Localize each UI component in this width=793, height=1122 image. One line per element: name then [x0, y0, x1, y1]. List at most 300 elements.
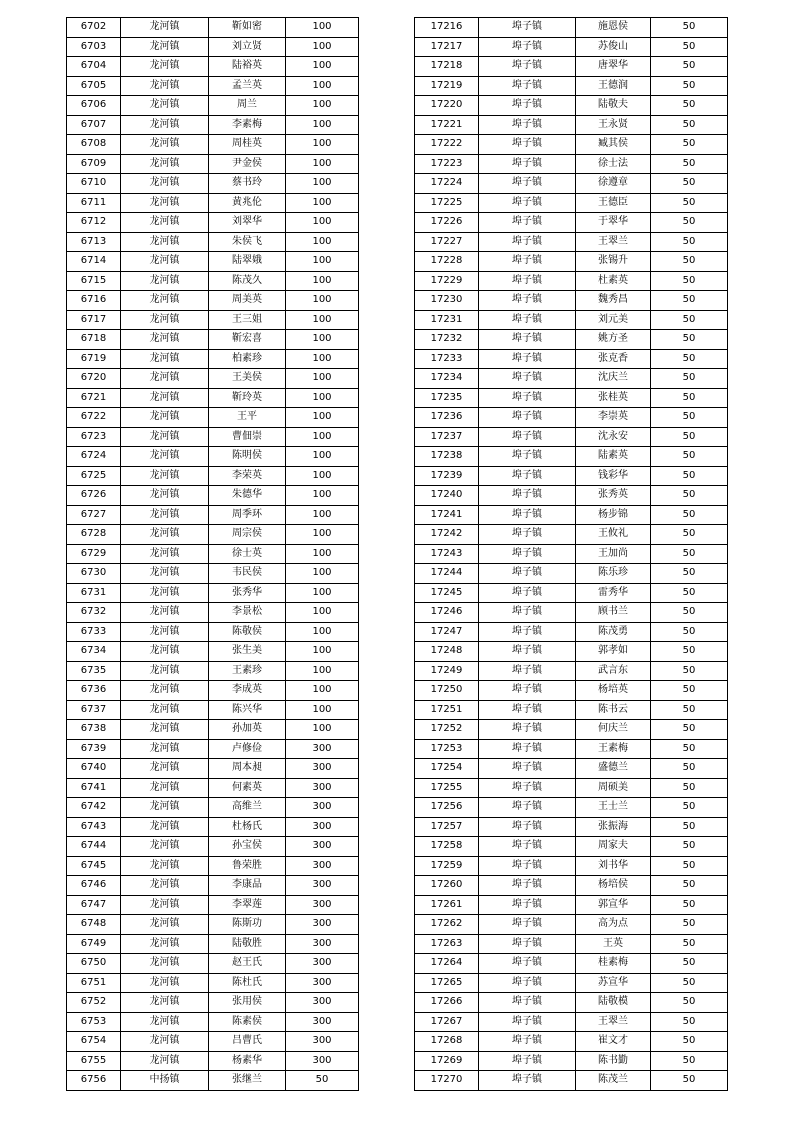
table-row [415, 973, 728, 993]
town-cell: 龙河镇 [121, 739, 209, 759]
person-name-cell: 陈素侯 [209, 1012, 286, 1032]
town-cell: 龙河镇 [121, 252, 209, 272]
person-name-cell: 周家夫 [576, 837, 651, 857]
table-row [67, 37, 359, 57]
amount-cell: 50 [651, 895, 728, 915]
town-cell: 埠子镇 [479, 57, 576, 77]
amount-cell: 50 [651, 213, 728, 233]
row-number-cell: 6729 [67, 544, 121, 564]
amount-cell: 100 [286, 76, 359, 96]
person-name-cell: 何庆兰 [576, 720, 651, 740]
amount-cell: 50 [651, 759, 728, 779]
amount-cell: 50 [651, 369, 728, 389]
table-row [67, 973, 359, 993]
row-number-cell: 17235 [415, 388, 479, 408]
town-cell: 龙河镇 [121, 427, 209, 447]
town-cell: 龙河镇 [121, 96, 209, 116]
amount-cell: 300 [286, 1032, 359, 1052]
row-number-cell: 6709 [67, 154, 121, 174]
row-number-cell: 17220 [415, 96, 479, 116]
row-number-cell: 6713 [67, 232, 121, 252]
amount-cell: 100 [286, 18, 359, 38]
person-name-cell: 张秀英 [576, 486, 651, 506]
table-row [415, 603, 728, 623]
person-name-cell: 陆裕英 [209, 57, 286, 77]
amount-cell: 50 [651, 544, 728, 564]
table-row [415, 37, 728, 57]
table-row [67, 934, 359, 954]
amount-cell: 50 [651, 642, 728, 662]
person-name-cell: 周本昶 [209, 759, 286, 779]
person-name-cell: 王素梅 [576, 739, 651, 759]
row-number-cell: 6742 [67, 798, 121, 818]
table-row [67, 427, 359, 447]
person-name-cell: 盛德兰 [576, 759, 651, 779]
table-row [67, 564, 359, 584]
town-cell: 埠子镇 [479, 934, 576, 954]
row-number-cell: 6748 [67, 915, 121, 935]
left-roster-body [67, 18, 359, 1091]
amount-cell: 50 [651, 837, 728, 857]
row-number-cell: 17258 [415, 837, 479, 857]
table-row [67, 271, 359, 291]
row-number-cell: 17255 [415, 778, 479, 798]
town-cell: 龙河镇 [121, 154, 209, 174]
table-row [415, 154, 728, 174]
table-row [67, 1071, 359, 1091]
person-name-cell: 张振海 [576, 817, 651, 837]
table-row [415, 1051, 728, 1071]
row-number-cell: 17231 [415, 310, 479, 330]
amount-cell: 50 [651, 271, 728, 291]
table-row [67, 661, 359, 681]
person-name-cell: 王美侯 [209, 369, 286, 389]
row-number-cell: 6751 [67, 973, 121, 993]
row-number-cell: 6726 [67, 486, 121, 506]
table-row [67, 193, 359, 213]
amount-cell: 50 [651, 739, 728, 759]
row-number-cell: 6711 [67, 193, 121, 213]
row-number-cell: 6718 [67, 330, 121, 350]
amount-cell: 50 [651, 427, 728, 447]
person-name-cell: 张桂英 [576, 388, 651, 408]
town-cell: 埠子镇 [479, 37, 576, 57]
table-row [67, 232, 359, 252]
table-row [415, 349, 728, 369]
row-number-cell: 17217 [415, 37, 479, 57]
amount-cell: 100 [286, 603, 359, 623]
town-cell: 埠子镇 [479, 486, 576, 506]
amount-cell: 100 [286, 96, 359, 116]
town-cell: 龙河镇 [121, 895, 209, 915]
row-number-cell: 17248 [415, 642, 479, 662]
town-cell: 埠子镇 [479, 1071, 576, 1091]
person-name-cell: 王德润 [576, 76, 651, 96]
town-cell: 埠子镇 [479, 661, 576, 681]
table-row [415, 622, 728, 642]
person-name-cell: 王三姐 [209, 310, 286, 330]
table-row [67, 720, 359, 740]
person-name-cell: 雷秀华 [576, 583, 651, 603]
table-row [67, 57, 359, 77]
town-cell: 埠子镇 [479, 798, 576, 818]
town-cell: 龙河镇 [121, 349, 209, 369]
town-cell: 埠子镇 [479, 622, 576, 642]
town-cell: 龙河镇 [121, 213, 209, 233]
town-cell: 埠子镇 [479, 213, 576, 233]
table-row [415, 57, 728, 77]
amount-cell: 50 [651, 973, 728, 993]
table-row [67, 856, 359, 876]
person-name-cell: 鲁荣胜 [209, 856, 286, 876]
amount-cell: 300 [286, 895, 359, 915]
person-name-cell: 苏宣华 [576, 973, 651, 993]
table-row [415, 1071, 728, 1091]
table-row [415, 174, 728, 194]
town-cell: 埠子镇 [479, 993, 576, 1013]
person-name-cell: 黄兆伦 [209, 193, 286, 213]
town-cell: 龙河镇 [121, 973, 209, 993]
table-row [415, 525, 728, 545]
person-name-cell: 李翠莲 [209, 895, 286, 915]
table-row [67, 583, 359, 603]
amount-cell: 300 [286, 934, 359, 954]
person-name-cell: 王永贤 [576, 115, 651, 135]
row-number-cell: 6719 [67, 349, 121, 369]
amount-cell: 300 [286, 876, 359, 896]
person-name-cell: 曹佃崇 [209, 427, 286, 447]
person-name-cell: 臧其侯 [576, 135, 651, 155]
row-number-cell: 17219 [415, 76, 479, 96]
person-name-cell: 王翠兰 [576, 1012, 651, 1032]
right-roster-table [414, 17, 728, 1091]
table-row [67, 18, 359, 38]
row-number-cell: 17239 [415, 466, 479, 486]
person-name-cell: 韦民侯 [209, 564, 286, 584]
town-cell: 埠子镇 [479, 954, 576, 974]
amount-cell: 100 [286, 622, 359, 642]
amount-cell: 100 [286, 525, 359, 545]
amount-cell: 50 [651, 681, 728, 701]
town-cell: 埠子镇 [479, 408, 576, 428]
row-number-cell: 6723 [67, 427, 121, 447]
person-name-cell: 王素珍 [209, 661, 286, 681]
table-row [67, 135, 359, 155]
row-number-cell: 6722 [67, 408, 121, 428]
amount-cell: 50 [651, 1071, 728, 1091]
row-number-cell: 6754 [67, 1032, 121, 1052]
row-number-cell: 17227 [415, 232, 479, 252]
amount-cell: 100 [286, 310, 359, 330]
town-cell: 龙河镇 [121, 603, 209, 623]
table-row [415, 213, 728, 233]
person-name-cell: 徐遵章 [576, 174, 651, 194]
row-number-cell: 17266 [415, 993, 479, 1013]
row-number-cell: 17265 [415, 973, 479, 993]
row-number-cell: 6741 [67, 778, 121, 798]
town-cell: 埠子镇 [479, 603, 576, 623]
table-row [415, 564, 728, 584]
row-number-cell: 17252 [415, 720, 479, 740]
town-cell: 埠子镇 [479, 349, 576, 369]
amount-cell: 300 [286, 856, 359, 876]
table-row [415, 1032, 728, 1052]
table-row [415, 135, 728, 155]
person-name-cell: 靳宏喜 [209, 330, 286, 350]
table-row [415, 193, 728, 213]
row-number-cell: 6734 [67, 642, 121, 662]
row-number-cell: 6707 [67, 115, 121, 135]
amount-cell: 50 [651, 817, 728, 837]
table-row [415, 895, 728, 915]
amount-cell: 100 [286, 564, 359, 584]
row-number-cell: 6756 [67, 1071, 121, 1091]
table-row [67, 96, 359, 116]
row-number-cell: 6702 [67, 18, 121, 38]
table-row [415, 486, 728, 506]
town-cell: 埠子镇 [479, 330, 576, 350]
town-cell: 埠子镇 [479, 544, 576, 564]
table-row [67, 291, 359, 311]
table-row [415, 252, 728, 272]
person-name-cell: 陆敬模 [576, 993, 651, 1013]
table-row [415, 720, 728, 740]
amount-cell: 100 [286, 213, 359, 233]
amount-cell: 50 [651, 57, 728, 77]
amount-cell: 300 [286, 993, 359, 1013]
row-number-cell: 6736 [67, 681, 121, 701]
town-cell: 埠子镇 [479, 232, 576, 252]
row-number-cell: 17259 [415, 856, 479, 876]
amount-cell: 50 [651, 1032, 728, 1052]
row-number-cell: 6739 [67, 739, 121, 759]
person-name-cell: 徐士法 [576, 154, 651, 174]
person-name-cell: 陆素英 [576, 447, 651, 467]
amount-cell: 50 [651, 700, 728, 720]
amount-cell: 50 [651, 1051, 728, 1071]
row-number-cell: 6753 [67, 1012, 121, 1032]
person-name-cell: 陈茂勇 [576, 622, 651, 642]
row-number-cell: 17264 [415, 954, 479, 974]
table-row [415, 466, 728, 486]
town-cell: 龙河镇 [121, 408, 209, 428]
row-number-cell: 17251 [415, 700, 479, 720]
amount-cell: 50 [651, 447, 728, 467]
row-number-cell: 6732 [67, 603, 121, 623]
amount-cell: 100 [286, 154, 359, 174]
town-cell: 龙河镇 [121, 369, 209, 389]
town-cell: 龙河镇 [121, 778, 209, 798]
row-number-cell: 17250 [415, 681, 479, 701]
person-name-cell: 陈斯功 [209, 915, 286, 935]
row-number-cell: 17232 [415, 330, 479, 350]
table-row [415, 291, 728, 311]
person-name-cell: 陆敬夫 [576, 96, 651, 116]
table-row [415, 993, 728, 1013]
person-name-cell: 王攸礼 [576, 525, 651, 545]
table-row [415, 408, 728, 428]
table-row [415, 661, 728, 681]
row-number-cell: 6735 [67, 661, 121, 681]
person-name-cell: 苏俊山 [576, 37, 651, 57]
table-row [67, 1032, 359, 1052]
row-number-cell: 6728 [67, 525, 121, 545]
table-row [67, 174, 359, 194]
amount-cell: 50 [651, 232, 728, 252]
row-number-cell: 6717 [67, 310, 121, 330]
person-name-cell: 孟兰英 [209, 76, 286, 96]
table-row [415, 330, 728, 350]
town-cell: 埠子镇 [479, 466, 576, 486]
table-row [415, 817, 728, 837]
town-cell: 埠子镇 [479, 525, 576, 545]
row-number-cell: 6716 [67, 291, 121, 311]
row-number-cell: 17257 [415, 817, 479, 837]
town-cell: 龙河镇 [121, 271, 209, 291]
person-name-cell: 何素英 [209, 778, 286, 798]
amount-cell: 100 [286, 369, 359, 389]
person-name-cell: 徐士英 [209, 544, 286, 564]
amount-cell: 50 [651, 193, 728, 213]
row-number-cell: 6731 [67, 583, 121, 603]
town-cell: 龙河镇 [121, 310, 209, 330]
row-number-cell: 6746 [67, 876, 121, 896]
person-name-cell: 孙宝侯 [209, 837, 286, 857]
table-row [415, 934, 728, 954]
town-cell: 龙河镇 [121, 388, 209, 408]
town-cell: 埠子镇 [479, 700, 576, 720]
amount-cell: 100 [286, 583, 359, 603]
person-name-cell: 桂素梅 [576, 954, 651, 974]
town-cell: 埠子镇 [479, 96, 576, 116]
table-row [67, 1051, 359, 1071]
person-name-cell: 尹金侯 [209, 154, 286, 174]
table-row [415, 876, 728, 896]
row-number-cell: 17267 [415, 1012, 479, 1032]
person-name-cell: 陈敬侯 [209, 622, 286, 642]
person-name-cell: 卢修俭 [209, 739, 286, 759]
person-name-cell: 周硕美 [576, 778, 651, 798]
person-name-cell: 武言东 [576, 661, 651, 681]
table-row [67, 817, 359, 837]
row-number-cell: 6733 [67, 622, 121, 642]
row-number-cell: 6745 [67, 856, 121, 876]
table-row [415, 915, 728, 935]
row-number-cell: 17222 [415, 135, 479, 155]
amount-cell: 50 [651, 856, 728, 876]
table-row [415, 583, 728, 603]
table-row [415, 759, 728, 779]
amount-cell: 300 [286, 1012, 359, 1032]
town-cell: 龙河镇 [121, 447, 209, 467]
person-name-cell: 张克香 [576, 349, 651, 369]
town-cell: 埠子镇 [479, 271, 576, 291]
amount-cell: 50 [651, 96, 728, 116]
table-row [67, 525, 359, 545]
person-name-cell: 张继兰 [209, 1071, 286, 1091]
person-name-cell: 王翠兰 [576, 232, 651, 252]
person-name-cell: 沈庆兰 [576, 369, 651, 389]
table-row [67, 837, 359, 857]
table-row [67, 1012, 359, 1032]
amount-cell: 100 [286, 252, 359, 272]
right-roster-body [415, 18, 728, 1091]
person-name-cell: 顾书兰 [576, 603, 651, 623]
amount-cell: 50 [651, 76, 728, 96]
person-name-cell: 周季环 [209, 505, 286, 525]
amount-cell: 50 [651, 993, 728, 1013]
row-number-cell: 6715 [67, 271, 121, 291]
row-number-cell: 17247 [415, 622, 479, 642]
amount-cell: 50 [651, 622, 728, 642]
amount-cell: 100 [286, 37, 359, 57]
row-number-cell: 17260 [415, 876, 479, 896]
amount-cell: 100 [286, 174, 359, 194]
town-cell: 埠子镇 [479, 291, 576, 311]
town-cell: 龙河镇 [121, 837, 209, 857]
row-number-cell: 17237 [415, 427, 479, 447]
table-row [415, 681, 728, 701]
amount-cell: 50 [651, 915, 728, 935]
row-number-cell: 17241 [415, 505, 479, 525]
town-cell: 龙河镇 [121, 1032, 209, 1052]
row-number-cell: 17234 [415, 369, 479, 389]
row-number-cell: 17229 [415, 271, 479, 291]
person-name-cell: 陈兴华 [209, 700, 286, 720]
table-row [415, 388, 728, 408]
row-number-cell: 17243 [415, 544, 479, 564]
row-number-cell: 17221 [415, 115, 479, 135]
row-number-cell: 17228 [415, 252, 479, 272]
person-name-cell: 李康品 [209, 876, 286, 896]
town-cell: 龙河镇 [121, 759, 209, 779]
amount-cell: 300 [286, 915, 359, 935]
table-row [67, 895, 359, 915]
town-cell: 龙河镇 [121, 798, 209, 818]
person-name-cell: 施恩侯 [576, 18, 651, 38]
table-row [415, 739, 728, 759]
left-roster-table [66, 17, 359, 1091]
town-cell: 龙河镇 [121, 57, 209, 77]
town-cell: 埠子镇 [479, 1012, 576, 1032]
row-number-cell: 17262 [415, 915, 479, 935]
person-name-cell: 陆敬胜 [209, 934, 286, 954]
town-cell: 龙河镇 [121, 135, 209, 155]
table-row [415, 76, 728, 96]
town-cell: 龙河镇 [121, 330, 209, 350]
amount-cell: 100 [286, 408, 359, 428]
table-row [67, 778, 359, 798]
person-name-cell: 朱侯飞 [209, 232, 286, 252]
person-name-cell: 陈乐珍 [576, 564, 651, 584]
amount-cell: 100 [286, 544, 359, 564]
table-row [67, 915, 359, 935]
person-name-cell: 王平 [209, 408, 286, 428]
row-number-cell: 17216 [415, 18, 479, 38]
town-cell: 龙河镇 [121, 466, 209, 486]
person-name-cell: 沈永安 [576, 427, 651, 447]
person-name-cell: 崔文才 [576, 1032, 651, 1052]
person-name-cell: 周兰 [209, 96, 286, 116]
town-cell: 埠子镇 [479, 759, 576, 779]
amount-cell: 100 [286, 486, 359, 506]
town-cell: 埠子镇 [479, 583, 576, 603]
person-name-cell: 刘立贤 [209, 37, 286, 57]
table-row [67, 642, 359, 662]
table-row [415, 232, 728, 252]
amount-cell: 50 [651, 291, 728, 311]
amount-cell: 100 [286, 57, 359, 77]
